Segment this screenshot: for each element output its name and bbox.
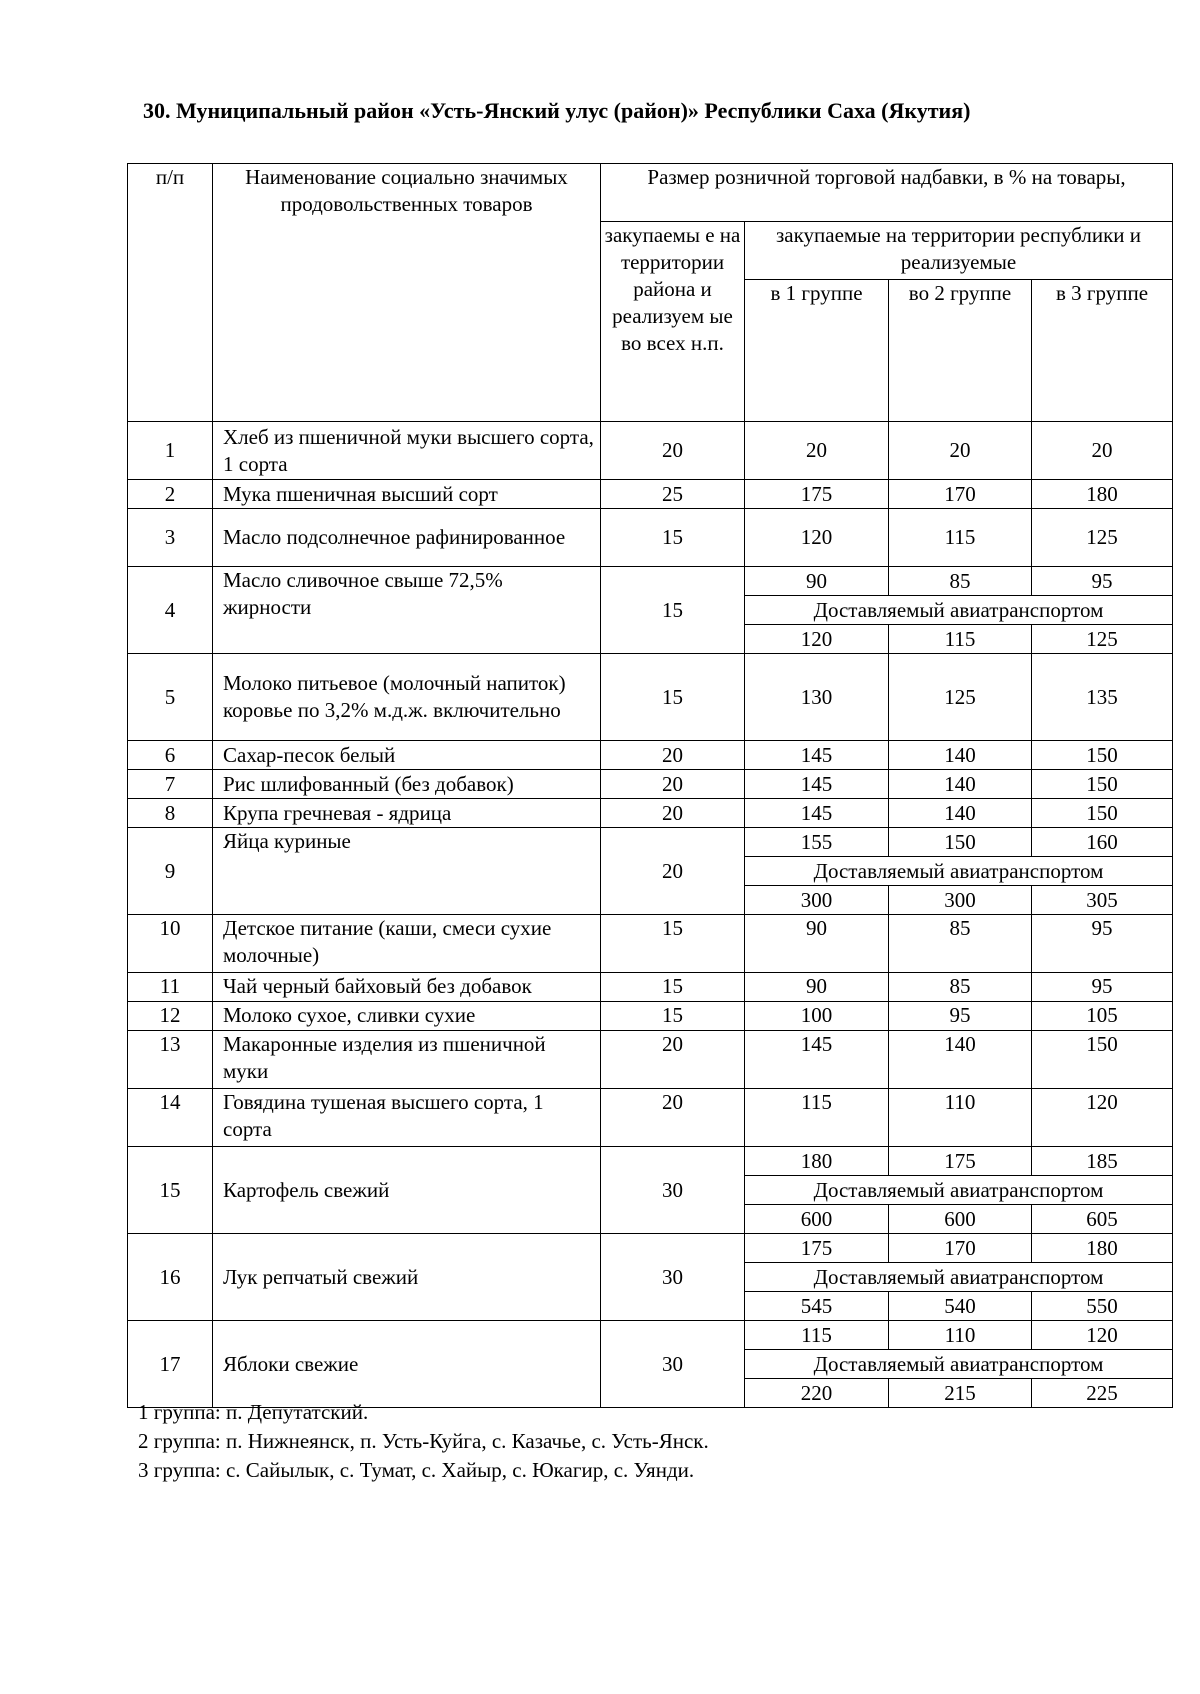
row-number: 17 <box>128 1321 213 1408</box>
group-3-markup: 125 <box>1032 509 1173 567</box>
group-2-markup: 140 <box>889 770 1032 799</box>
group-3-markup: 180 <box>1032 1234 1173 1263</box>
table-row <box>128 1147 1173 1176</box>
group-3-markup: 150 <box>1032 770 1173 799</box>
product-name: Молоко сухое, сливки сухие <box>213 1002 601 1031</box>
header-markup-size: Размер розничной торговой надбавки, в % на товары, <box>601 164 1173 222</box>
local-markup: 15 <box>601 915 745 973</box>
row-number: 6 <box>128 741 213 770</box>
air-group-1-markup: 220 <box>745 1379 889 1408</box>
group-1-markup: 145 <box>745 741 889 770</box>
air-group-1-markup: 300 <box>745 886 889 915</box>
group-notes <box>138 1398 709 1485</box>
group-2-markup: 140 <box>889 741 1032 770</box>
air-group-3-markup: 225 <box>1032 1379 1173 1408</box>
table-row <box>128 422 1173 480</box>
group-2-markup: 85 <box>889 973 1032 1002</box>
row-number: 15 <box>128 1147 213 1234</box>
group-1-markup: 20 <box>745 422 889 480</box>
air-delivery-label: Доставляемый авиатранспортом <box>745 1176 1173 1205</box>
header-local-purchase: закупаемы е на территории района и реализуем ые во всех н.п. <box>601 222 745 422</box>
air-group-3-markup: 605 <box>1032 1205 1173 1234</box>
group-2-markup: 110 <box>889 1089 1032 1147</box>
header-group-3: в 3 группе <box>1032 280 1173 422</box>
product-name: Хлеб из пшеничной муки высшего сорта, 1 сорта <box>213 422 601 480</box>
group-3-markup: 95 <box>1032 915 1173 973</box>
row-number: 12 <box>128 1002 213 1031</box>
group-1-markup: 175 <box>745 480 889 509</box>
local-markup: 20 <box>601 799 745 828</box>
row-number: 7 <box>128 770 213 799</box>
group-2-markup: 140 <box>889 799 1032 828</box>
local-markup: 15 <box>601 509 745 567</box>
group-3-markup: 105 <box>1032 1002 1173 1031</box>
product-name: Мука пшеничная высший сорт <box>213 480 601 509</box>
product-name: Картофель свежий <box>213 1147 601 1234</box>
group-1-markup: 180 <box>745 1147 889 1176</box>
group-3-markup: 160 <box>1032 828 1173 857</box>
row-number: 16 <box>128 1234 213 1321</box>
air-delivery-label: Доставляемый авиатранспортом <box>745 1350 1173 1379</box>
group-3-markup: 120 <box>1032 1089 1173 1147</box>
group-2-markup: 170 <box>889 480 1032 509</box>
local-markup: 20 <box>601 422 745 480</box>
table-row <box>128 509 1173 567</box>
header-product-name: Наименование социально значимых продовольственных товаров <box>213 164 601 422</box>
local-markup: 15 <box>601 973 745 1002</box>
table-row <box>128 828 1173 857</box>
product-name: Чай черный байховый без добавок <box>213 973 601 1002</box>
table-row <box>128 799 1173 828</box>
product-name: Лук репчатый свежий <box>213 1234 601 1321</box>
product-name: Говядина тушеная высшего сорта, 1 сорта <box>213 1089 601 1147</box>
group-2-markup: 170 <box>889 1234 1032 1263</box>
group-1-markup: 145 <box>745 799 889 828</box>
product-name: Детское питание (каши, смеси сухие молочные) <box>213 915 601 973</box>
local-markup: 30 <box>601 1147 745 1234</box>
table-row <box>128 1089 1173 1147</box>
local-markup: 15 <box>601 567 745 654</box>
row-number: 4 <box>128 567 213 654</box>
air-group-2-markup: 540 <box>889 1292 1032 1321</box>
air-delivery-label: Доставляемый авиатранспортом <box>745 1263 1173 1292</box>
local-markup: 15 <box>601 654 745 741</box>
product-name: Рис шлифованный (без добавок) <box>213 770 601 799</box>
air-group-3-markup: 550 <box>1032 1292 1173 1321</box>
product-name: Яйца куриные <box>213 828 601 915</box>
row-number: 9 <box>128 828 213 915</box>
table-row <box>128 915 1173 973</box>
air-group-1-markup: 545 <box>745 1292 889 1321</box>
markup-table <box>127 163 1173 1408</box>
group-2-markup: 175 <box>889 1147 1032 1176</box>
product-name: Масло сливочное свыше 72,5% жирности <box>213 567 601 654</box>
group-1-markup: 90 <box>745 915 889 973</box>
local-markup: 20 <box>601 741 745 770</box>
header-group-1: в 1 группе <box>745 280 889 422</box>
air-group-2-markup: 215 <box>889 1379 1032 1408</box>
air-delivery-label: Доставляемый авиатранспортом <box>745 857 1173 886</box>
note-group-2: 2 группа: п. Нижнеянск, п. Усть-Куйга, с. Казачье, с. Усть-Янск. <box>138 1429 709 1453</box>
group-2-markup: 140 <box>889 1031 1032 1089</box>
group-2-markup: 150 <box>889 828 1032 857</box>
local-markup: 20 <box>601 828 745 915</box>
row-number: 2 <box>128 480 213 509</box>
group-1-markup: 175 <box>745 1234 889 1263</box>
group-1-markup: 145 <box>745 1031 889 1089</box>
document-title: 30. Муниципальный район «Усть-Янский улус (район)» Республики Саха (Якутия) <box>143 98 971 123</box>
air-group-1-markup: 600 <box>745 1205 889 1234</box>
table-row <box>128 1002 1173 1031</box>
group-3-markup: 185 <box>1032 1147 1173 1176</box>
local-markup: 20 <box>601 1089 745 1147</box>
group-2-markup: 115 <box>889 509 1032 567</box>
local-markup: 25 <box>601 480 745 509</box>
table-row <box>128 973 1173 1002</box>
group-3-markup: 150 <box>1032 799 1173 828</box>
note-group-1: 1 группа: п. Депутатский. <box>138 1400 369 1424</box>
row-number: 8 <box>128 799 213 828</box>
header-republic-purchase: закупаемые на территории республики и реализуемые <box>745 222 1173 280</box>
air-group-3-markup: 125 <box>1032 625 1173 654</box>
local-markup: 30 <box>601 1234 745 1321</box>
table-row <box>128 1031 1173 1089</box>
product-name: Молоко питьевое (молочный напиток) коровье по 3,2% м.д.ж. включительно <box>213 654 601 741</box>
group-3-markup: 20 <box>1032 422 1173 480</box>
table-row <box>128 567 1173 596</box>
table-row <box>128 770 1173 799</box>
air-group-2-markup: 300 <box>889 886 1032 915</box>
row-number: 14 <box>128 1089 213 1147</box>
group-1-markup: 115 <box>745 1089 889 1147</box>
group-3-markup: 135 <box>1032 654 1173 741</box>
group-1-markup: 90 <box>745 973 889 1002</box>
header-num: п/п <box>128 164 213 422</box>
group-1-markup: 145 <box>745 770 889 799</box>
row-number: 3 <box>128 509 213 567</box>
air-group-2-markup: 115 <box>889 625 1032 654</box>
row-number: 11 <box>128 973 213 1002</box>
row-number: 5 <box>128 654 213 741</box>
group-2-markup: 125 <box>889 654 1032 741</box>
table-row <box>128 1234 1173 1263</box>
group-1-markup: 90 <box>745 567 889 596</box>
air-group-2-markup: 600 <box>889 1205 1032 1234</box>
product-name: Яблоки свежие <box>213 1321 601 1408</box>
air-delivery-label: Доставляемый авиатранспортом <box>745 596 1173 625</box>
row-number: 10 <box>128 915 213 973</box>
group-2-markup: 95 <box>889 1002 1032 1031</box>
note-group-3: 3 группа: с. Сайылык, с. Тумат, с. Хайыр, с. Юкагир, с. Уянди. <box>138 1458 695 1482</box>
local-markup: 20 <box>601 1031 745 1089</box>
row-number: 13 <box>128 1031 213 1089</box>
group-1-markup: 115 <box>745 1321 889 1350</box>
group-3-markup: 150 <box>1032 741 1173 770</box>
product-name: Крупа гречневая - ядрица <box>213 799 601 828</box>
header-group-2: во 2 группе <box>889 280 1032 422</box>
table-row <box>128 480 1173 509</box>
local-markup: 15 <box>601 1002 745 1031</box>
group-2-markup: 20 <box>889 422 1032 480</box>
group-1-markup: 100 <box>745 1002 889 1031</box>
group-1-markup: 130 <box>745 654 889 741</box>
group-3-markup: 120 <box>1032 1321 1173 1350</box>
group-3-markup: 95 <box>1032 973 1173 1002</box>
local-markup: 20 <box>601 770 745 799</box>
group-1-markup: 120 <box>745 509 889 567</box>
group-3-markup: 150 <box>1032 1031 1173 1089</box>
table-row <box>128 1321 1173 1350</box>
air-group-1-markup: 120 <box>745 625 889 654</box>
air-group-3-markup: 305 <box>1032 886 1173 915</box>
local-markup: 30 <box>601 1321 745 1408</box>
product-name: Масло подсолнечное рафинированное <box>213 509 601 567</box>
row-number: 1 <box>128 422 213 480</box>
group-2-markup: 110 <box>889 1321 1032 1350</box>
product-name: Макаронные изделия из пшеничной муки <box>213 1031 601 1089</box>
group-3-markup: 95 <box>1032 567 1173 596</box>
table-row <box>128 741 1173 770</box>
group-2-markup: 85 <box>889 567 1032 596</box>
group-3-markup: 180 <box>1032 480 1173 509</box>
group-1-markup: 155 <box>745 828 889 857</box>
product-name: Сахар-песок белый <box>213 741 601 770</box>
group-2-markup: 85 <box>889 915 1032 973</box>
table-row <box>128 654 1173 741</box>
